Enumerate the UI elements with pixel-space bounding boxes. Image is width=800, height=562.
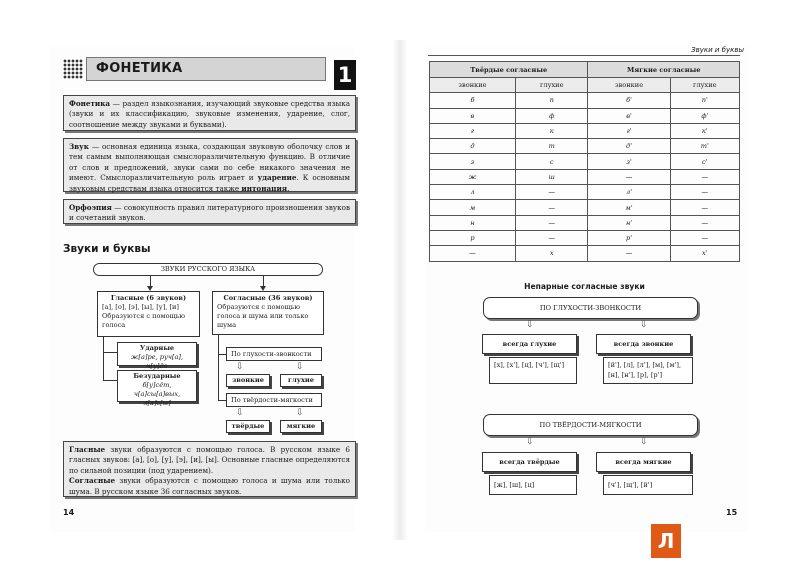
table-cell: д (430, 139, 516, 154)
hard-consonants-header: Твёрдые согласные (430, 62, 588, 78)
sound-term: Звук (69, 142, 89, 151)
table-cell: р' (588, 230, 670, 245)
table-cell: к' (670, 123, 739, 138)
table-cell: в (430, 108, 516, 123)
table-subheader-cell: глухие (670, 78, 739, 93)
hollow-arrow-down-icon: ⇩ (640, 437, 648, 447)
table-row (430, 93, 740, 108)
table-subheader-cell: звонкие (588, 78, 670, 93)
table-cell: р (430, 230, 516, 245)
hollow-arrow-down-icon: ⇩ (296, 362, 304, 372)
table-cell: п' (670, 93, 739, 108)
voiced-node (226, 374, 270, 387)
table-row (430, 139, 740, 154)
table-cell: ш (515, 169, 588, 184)
chapter-title: ФОНЕТИКА (96, 61, 183, 76)
table-row (430, 108, 740, 123)
always-voiceless-node (482, 334, 577, 354)
hard-label: твёрдые (231, 422, 265, 430)
consonants-node (212, 291, 324, 335)
always-voiced-node (596, 334, 691, 354)
phonetics-definition (63, 95, 356, 131)
vowels-summary (69, 445, 350, 476)
voicing-root-label: ПО ГЛУХОСТИ-ЗВОНКОСТИ (539, 304, 642, 312)
hardness-node (226, 393, 322, 407)
soft-label: мягкие (286, 422, 316, 430)
sound-text-2: . К основным звуковым средствам языка относится также (69, 173, 350, 193)
book-spine (392, 40, 408, 540)
vowels-summary-text: звуки образуются с помощью голоса. В русском языке 6 гласных звуков: [а], [о], [у], [э], [и], [ы]. Основные гласные определяются по сильной позиции (под ударением). (69, 445, 350, 475)
soft-node (280, 420, 322, 433)
table-row (430, 169, 740, 184)
consonants-title: Согласные (36 звуков) (223, 294, 313, 302)
unpaired-consonants-title: Непарные согласные звуки (524, 282, 645, 291)
hardness-label: По твёрдости-мягкости (231, 396, 313, 404)
vowels-summary-term: Гласные (69, 445, 106, 454)
table-cell: — (670, 169, 739, 184)
table-cell: — (670, 215, 739, 230)
hardness-root-node (483, 414, 698, 436)
voiceless-label: глухие (288, 376, 314, 384)
vowels-node (97, 291, 200, 337)
intonation-term: интонация (241, 183, 288, 193)
header-rule (428, 55, 740, 56)
always-hard-label: всегда твёрдые (499, 458, 560, 466)
table-cell: — (670, 200, 739, 215)
table-row (430, 230, 740, 245)
table-cell: г' (588, 123, 670, 138)
connector-line (218, 400, 226, 401)
table-cell: х (515, 246, 588, 261)
voiced-list-box (603, 357, 693, 384)
phonetics-term: Фонетика (69, 99, 111, 108)
soft-consonants-header: Мягкие согласные (588, 62, 740, 78)
table-cell: л' (588, 185, 670, 200)
table-subheader-cell: глухие (515, 78, 588, 93)
voicing-node (226, 347, 322, 361)
orthoepy-term: Орфоэпия (69, 203, 112, 212)
table-row (430, 154, 740, 169)
connector-line (218, 335, 219, 401)
table-cell: — (515, 230, 588, 245)
table-row (430, 200, 740, 215)
stressed-examples: ж[а]ре, руч[а], ч[у]до (130, 353, 184, 370)
table-cell: х' (670, 246, 739, 261)
table-cell: — (670, 185, 739, 200)
right-page-number: 15 (726, 508, 738, 517)
table-cell: с (515, 154, 588, 169)
dots-logo-icon (63, 59, 83, 79)
publisher-logo: Л (651, 524, 681, 558)
voiceless-list: [х], [х'], [ц], [ч'], [щ'] (494, 361, 565, 369)
table-cell: — (515, 200, 588, 215)
voiced-list: [й'], [л], [л'], [м], [м'], [н], [н'], [р], [р'] (608, 361, 682, 379)
vowels-list: [а], [о], [э], [ы], [у], [и] (102, 303, 179, 311)
hollow-arrow-down-icon: ⇩ (236, 408, 244, 418)
table-cell: — (670, 230, 739, 245)
table-row (430, 123, 740, 138)
table-cell: м' (588, 200, 670, 215)
table-cell: д' (588, 139, 670, 154)
table-cell: в' (588, 108, 670, 123)
hollow-arrow-down-icon: ⇩ (526, 320, 534, 330)
consonants-summary (69, 476, 350, 497)
table-cell: — (430, 246, 516, 261)
sound-text-3: . (287, 183, 290, 193)
root-node (93, 263, 323, 276)
hollow-arrow-down-icon: ⇩ (236, 362, 244, 372)
voicing-root-node (483, 297, 698, 319)
table-cell: н' (588, 215, 670, 230)
voiceless-node (280, 374, 322, 387)
stress-term: ударение (257, 173, 297, 183)
hollow-arrow-down-icon: ⇩ (526, 437, 534, 447)
phonetics-text: — раздел языкознания, изучающий звуковые средства языка (звуки и их классификацию, звуковые изменения, ударение, слог, соотношение между звуками и буквами). (69, 99, 350, 129)
table-cell: п (515, 93, 588, 108)
root-label: ЗВУКИ РУССКОГО ЯЗЫКА (160, 265, 256, 273)
soft-list-box (603, 475, 693, 495)
table-cell: г (430, 123, 516, 138)
hollow-arrow-down-icon: ⇩ (640, 320, 648, 330)
consonants-summary-text: звуки образуются с помощью голоса и шума или только шума. В русском языке 36 согласных звуков. (69, 476, 350, 496)
table-cell: з' (588, 154, 670, 169)
connector-line (103, 337, 104, 380)
always-voiceless-label: всегда глухие (502, 340, 557, 348)
vowels-title: Гласные (6 звуков) (110, 294, 187, 302)
vowels-desc: Образуются с помощью голоса (102, 312, 186, 329)
table-subheader-cell: звонкие (430, 78, 516, 93)
table-cell: з (430, 154, 516, 169)
table-cell: л (430, 185, 516, 200)
table-cell: — (515, 215, 588, 230)
always-hard-node (482, 452, 577, 472)
table-header-row (430, 62, 740, 78)
table-row (430, 215, 740, 230)
summary-box (63, 441, 356, 497)
table-row (430, 246, 740, 261)
consonants-summary-term: Согласные (69, 476, 116, 486)
table-cell: к (515, 123, 588, 138)
unstressed-examples: б[у]сёт, ч[а]сы[а]вых, л[а]с[ы] (133, 381, 181, 407)
table-cell: ж (430, 169, 516, 184)
unstressed-node (117, 370, 197, 407)
left-page-number: 14 (63, 508, 75, 517)
connector-line (218, 354, 226, 355)
section-title: Звуки и буквы (63, 243, 151, 255)
soft-list: [ч'], [щ'], [й'] (608, 481, 653, 489)
table-cell: — (588, 169, 670, 184)
running-head: Звуки и буквы (691, 46, 744, 54)
table-cell: б (430, 93, 516, 108)
hard-node (226, 420, 270, 433)
voiced-label: звонкие (232, 376, 264, 384)
sound-definition (63, 138, 356, 192)
hard-list: [ж], [ш], [ц] (494, 481, 535, 489)
connector-line (103, 352, 117, 353)
table-cell: — (515, 185, 588, 200)
voiceless-list-box (489, 357, 577, 384)
consonants-desc: Образуются с помощью голоса и шума или только шума (217, 303, 309, 329)
connector-line (103, 380, 117, 381)
always-soft-label: всегда мягкие (615, 458, 672, 466)
table-cell: т' (670, 139, 739, 154)
table-cell: — (588, 246, 670, 261)
stressed-node (117, 342, 197, 370)
table-cell: б' (588, 93, 670, 108)
stressed-title: Ударные (139, 344, 175, 352)
table-cell: м (430, 200, 516, 215)
orthoepy-definition (63, 199, 356, 224)
sound-text-1: — основная единица языка, создающая звуковую оболочку слов и тем самым выполняющая смыслоразличительную функцию. В отличие от слов и предложений, звуки сами по себе никакого значения не имеют. Смыслоразличительную роль играет и (69, 142, 350, 183)
unstressed-title: Безударные (133, 372, 181, 380)
consonants-table (429, 61, 740, 262)
voicing-label: По глухости-звонкости (231, 350, 312, 358)
orthoepy-text: — совокупность правил литературного произношения звуков и сочетаний звуков. (69, 203, 350, 223)
table-subheader-row (430, 78, 740, 93)
chapter-number: 1 (334, 60, 356, 90)
hollow-arrow-down-icon: ⇩ (296, 408, 304, 418)
table-row (430, 185, 740, 200)
table-cell: с' (670, 154, 739, 169)
table-cell: н (430, 215, 516, 230)
hard-list-box (489, 475, 577, 495)
always-soft-node (596, 452, 691, 472)
table-cell: ф (515, 108, 588, 123)
table-cell: т (515, 139, 588, 154)
table-cell: ф' (670, 108, 739, 123)
hardness-root-label: ПО ТВЁРДОСТИ-МЯГКОСТИ (539, 421, 642, 429)
always-voiced-label: всегда звонкие (613, 340, 674, 348)
